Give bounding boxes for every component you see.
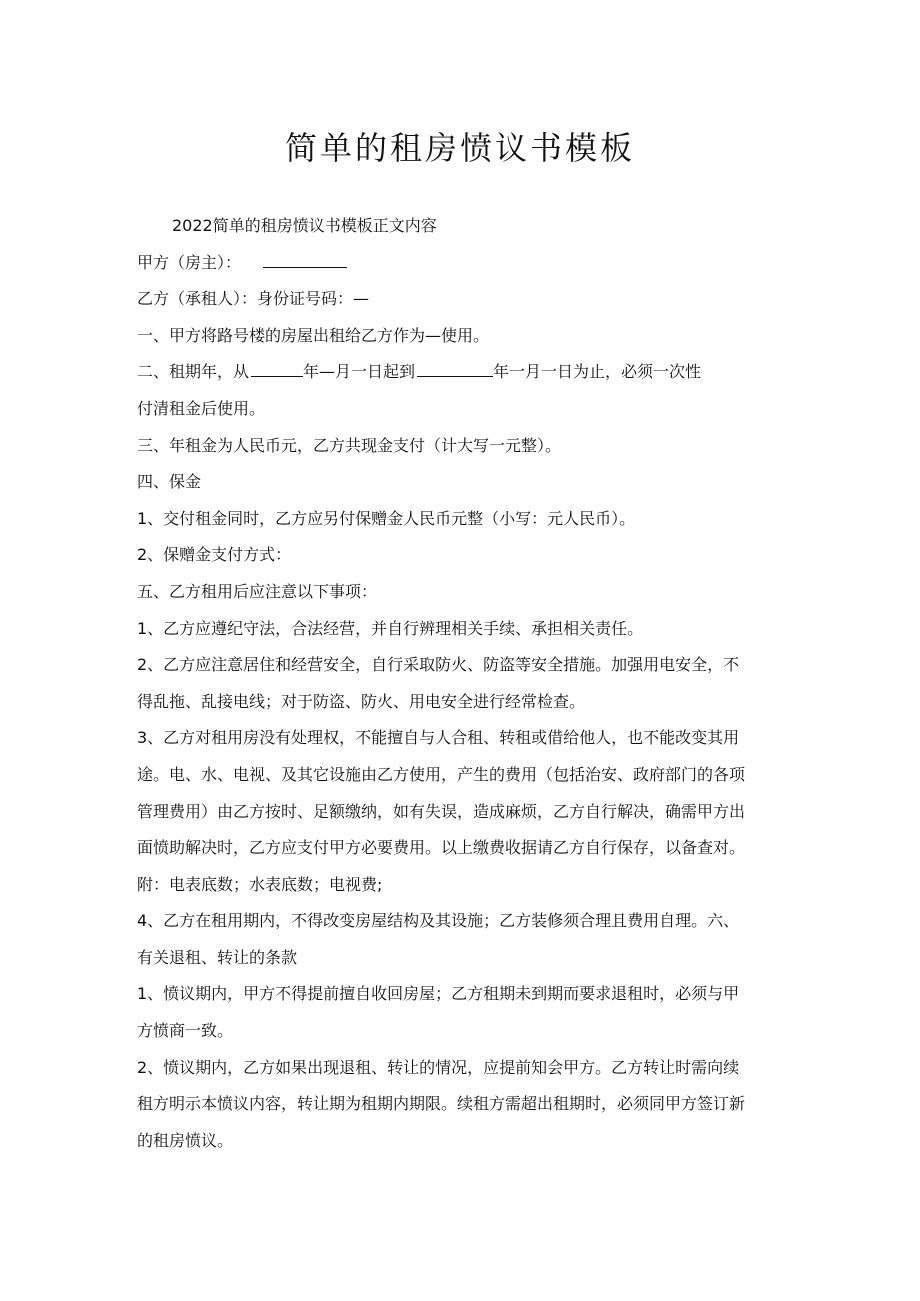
party-a-line	[137, 245, 797, 282]
clause-6-item-2-line-1: 2、愤议期内，乙方如果出现退租、转让的情况，应提前知会甲方。乙方转让时需向续	[137, 1057, 740, 1077]
clause-5-heading: 五、乙方租用后应注意以下事项：	[137, 581, 378, 601]
clause-6-item-1-line-1: 1、愤议期内，甲方不得提前擅自收回房屋；乙方租期未到期而要求退租时，必须与甲	[137, 984, 740, 1004]
clause-2	[137, 354, 797, 391]
party-a-label: 甲方（房主）：	[137, 252, 242, 272]
clause-4-item-1: 1、交付租金同时，乙方应另付保赠金人民币元整（小写：元人民币）。	[137, 508, 636, 528]
clause-1: 一、甲方将路号楼的房屋出租给乙方作为—使用。	[137, 325, 490, 345]
clause-6-item-1-line-2: 方愤商一致。	[137, 1021, 234, 1041]
clause-5-item-3-line-3: 管理费用）由乙方按时、足额缴纳，如有失误，造成麻烦，乙方自行解决，确需甲方出	[137, 801, 746, 821]
clause-5-item-2-line-1: 2、乙方应注意居住和经营安全，自行采取防火、防盗等安全措施。加强用电安全，不	[137, 655, 740, 675]
document-subtitle: 2022简单的租房愤议书模板正文内容	[172, 216, 437, 235]
clause-6-heading: 有关退租、转让的条款	[137, 947, 298, 967]
clause-2-mid: 年—月一日起到	[303, 362, 416, 382]
clause-6-item-2-line-2: 租方明示本愤议内容，转让期为租期内期限。续租方需超出租期时，必须同甲方签订新	[137, 1094, 746, 1114]
clause-6-item-2-line-3: 的租房愤议。	[137, 1130, 234, 1150]
clause-4-item-2: 2、保赠金支付方式：	[137, 545, 292, 565]
clause-5-item-2-line-2: 得乱拖、乱接电线；对于防盗、防火、用电安全进行经常检查。	[137, 691, 586, 711]
document-body	[137, 208, 797, 1159]
document-title: 简单的租房愤议书模板	[284, 129, 635, 167]
clause-2-continuation: 付清租金后使用。	[137, 398, 266, 418]
clause-5-item-3-line-5: 附：电表底数；水表底数；电视费;	[137, 874, 383, 894]
end-year-blank	[417, 358, 493, 377]
clause-5-item-3-line-4: 面愤助解决时，乙方应支付甲方必要费用。以上缴费收据请乙方自行保存，以备查对。	[137, 838, 746, 858]
party-b-line: 乙方（承租人）：身份证号码：—	[137, 289, 370, 309]
clause-5-item-4-line-1: 4、乙方在租用期内，不得改变房屋结构及其设施；乙方装修须合理且费用自理。六、	[137, 911, 740, 931]
clause-2-prefix: 二、租期年，从	[137, 362, 250, 382]
party-a-name-blank	[263, 249, 347, 268]
start-year-blank	[251, 358, 303, 377]
clause-3: 三、年租金为人民币元，乙方共现金支付（计大写一元整）。	[137, 435, 562, 455]
clause-2-suffix: 年一月一日为止，必须一次性	[493, 362, 702, 382]
clause-4-heading: 四、保金	[137, 472, 202, 492]
clause-5-item-1: 1、乙方应遵纪守法，合法经营，并自行辨理相关手续、承担相关责任。	[137, 618, 644, 638]
clause-5-item-3-line-2: 途。电、水、电视、及其它设施由乙方使用，产生的费用（包括治安、政府部门的各项	[137, 764, 746, 784]
clause-5-item-3-line-1: 3、乙方对租用房没有处理权，不能擅自与人合租、转租或借给他人，也不能改变其用	[137, 728, 740, 748]
